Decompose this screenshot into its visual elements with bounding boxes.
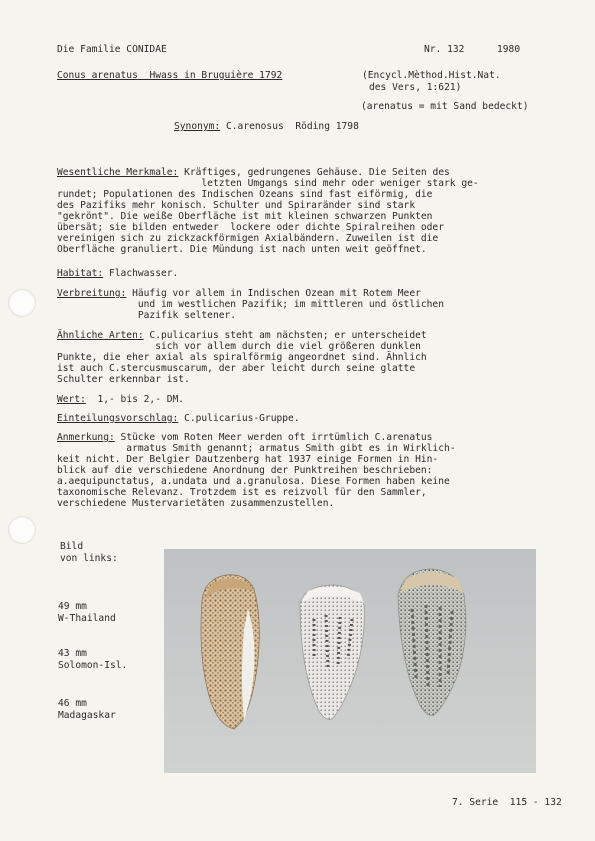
arten-section	[57, 330, 557, 385]
sheet-number: Nr. 132	[424, 44, 465, 55]
specimen-1-origin: W-Thailand	[58, 613, 116, 624]
footer-range: 115 - 132	[509, 797, 562, 808]
wert-label: Wert:	[57, 394, 86, 405]
wert-section	[57, 394, 557, 405]
bild-title: Bild	[60, 541, 84, 552]
anmerkung-section	[57, 432, 557, 509]
wert-value: 1,- bis 2,- DM.	[85, 394, 185, 405]
text-line: und im westlichen Pazifik; im mittleren und östlichen	[57, 299, 444, 310]
text-line: taxonomische Relevanz. Trotzdem ist es reizvoll für den Sammler,	[57, 487, 427, 498]
synonym-line	[174, 121, 359, 132]
arten-label: Ähnliche Arten:	[57, 330, 144, 341]
text-line: rundet; Populationen des Indischen Ozeans sind fast eiförmig, die	[57, 189, 433, 200]
text-line: Kräftiges, gedrungenes Gehäuse. Die Seiten des	[178, 167, 450, 178]
shell-2	[300, 585, 364, 719]
merkmale-label: Wesentliche Merkmale:	[57, 167, 179, 178]
text-line: Punkte, die eher axial als spiralförmig angeordnet sind. Ähnlich	[57, 352, 427, 363]
text-line: verschiedene Mustervarietäten zusammenzustellen.	[57, 498, 335, 509]
footer-serie: 7. Serie	[452, 797, 499, 808]
shell-3	[398, 569, 466, 715]
specimen-2-origin: Solomon-Isl.	[58, 660, 128, 671]
verbreitung-section	[57, 288, 557, 321]
text-line: Schulter erkennbar ist.	[57, 374, 190, 385]
habitat-label: Habitat:	[57, 268, 104, 279]
specimen-1-size: 49 mm	[58, 601, 87, 612]
text-line: Häufig vor allem in Indischen Ozean mit Rotem Meer	[126, 288, 421, 299]
footer	[452, 797, 562, 808]
text-line: a.aequipunctatus, a.undata und a.granulosa. Diese Formen haben keine	[57, 476, 450, 487]
text-line: ist auch C.stercusmuscarum, der aber leicht durch seine glatte	[57, 363, 416, 374]
text-line: vereinigen sich zu zickzackförmigen Axialbändern. Zuweilen ist die	[57, 233, 439, 244]
bild-subtitle: von links:	[60, 553, 118, 564]
species-name	[57, 70, 282, 81]
text-line: "gekrönt". Die weiße Oberfläche ist mit kleinen schwarzen Punkten	[57, 211, 433, 222]
punch-hole-top	[8, 289, 36, 317]
sheet-year: 1980	[497, 44, 521, 55]
synonym-author: Röding 1798	[295, 121, 359, 132]
specimen-3-origin: Madagaskar	[58, 710, 116, 721]
einteilung-value: C.pulicarius-Gruppe.	[178, 413, 300, 424]
text-line: Stücke vom Roten Meer werden oft irrtümlich C.arenatus	[114, 432, 433, 443]
shell-photograph	[164, 549, 536, 773]
einteilung-label: Einteilungsvorschlag:	[57, 413, 179, 424]
text-line: übersät; sie bilden entweder lockere oder dichte Spiralreihen oder	[57, 222, 444, 233]
text-line: blick auf die verschiedene Anordnung der Punktreihen beschrieben:	[57, 465, 433, 476]
text-line: Pazifik seltener.	[57, 310, 237, 321]
merkmale-section	[57, 167, 557, 255]
shells-illustration	[164, 549, 536, 773]
anmerkung-label: Anmerkung:	[57, 432, 115, 443]
species-author: Hwass in Bruguière 1792	[149, 70, 283, 81]
verbreitung-label: Verbreitung:	[57, 288, 127, 299]
reference-line-2: des Vers, 1:621)	[369, 82, 462, 93]
family-heading: Die Familie CONIDAE	[57, 44, 167, 55]
synonym-value: C.arenosus	[226, 121, 284, 132]
habitat-section	[57, 268, 557, 279]
shell-1	[201, 575, 259, 729]
text-line: armatus Smith genannt; armatus Smith gibt es in Wirklich-	[57, 443, 456, 454]
text-line: keit nicht. Der Belgier Dautzenberg hat 1937 einige Formen in Hin-	[57, 454, 439, 465]
einteilung-section	[57, 413, 557, 424]
text-line: C.pulicarius steht am nächsten; er unterscheidet	[143, 330, 427, 341]
reference-line-1: (Encycl.Mèthod.Hist.Nat.	[362, 70, 501, 81]
specimen-3-size: 46 mm	[58, 698, 87, 709]
etymology: (arenatus = mit Sand bedeckt)	[361, 101, 529, 112]
text-line: des Pazifiks mehr konisch. Schulter und Spiraränder sind stark	[57, 200, 416, 211]
text-line: sich vor allem durch die viel größeren dunklen	[57, 341, 421, 352]
punch-hole-bottom	[8, 516, 36, 544]
synonym-label: Synonym:	[174, 121, 221, 132]
habitat-value: Flachwasser.	[103, 268, 179, 279]
text-line: letzten Umgangs sind mehr oder weniger stark ge-	[57, 178, 479, 189]
species-binomial: Conus arenatus	[57, 70, 138, 81]
specimen-2-size: 43 mm	[58, 648, 87, 659]
text-line: Oberfläche granuliert. Die Mündung ist nach unten weit geöffnet.	[57, 244, 427, 255]
